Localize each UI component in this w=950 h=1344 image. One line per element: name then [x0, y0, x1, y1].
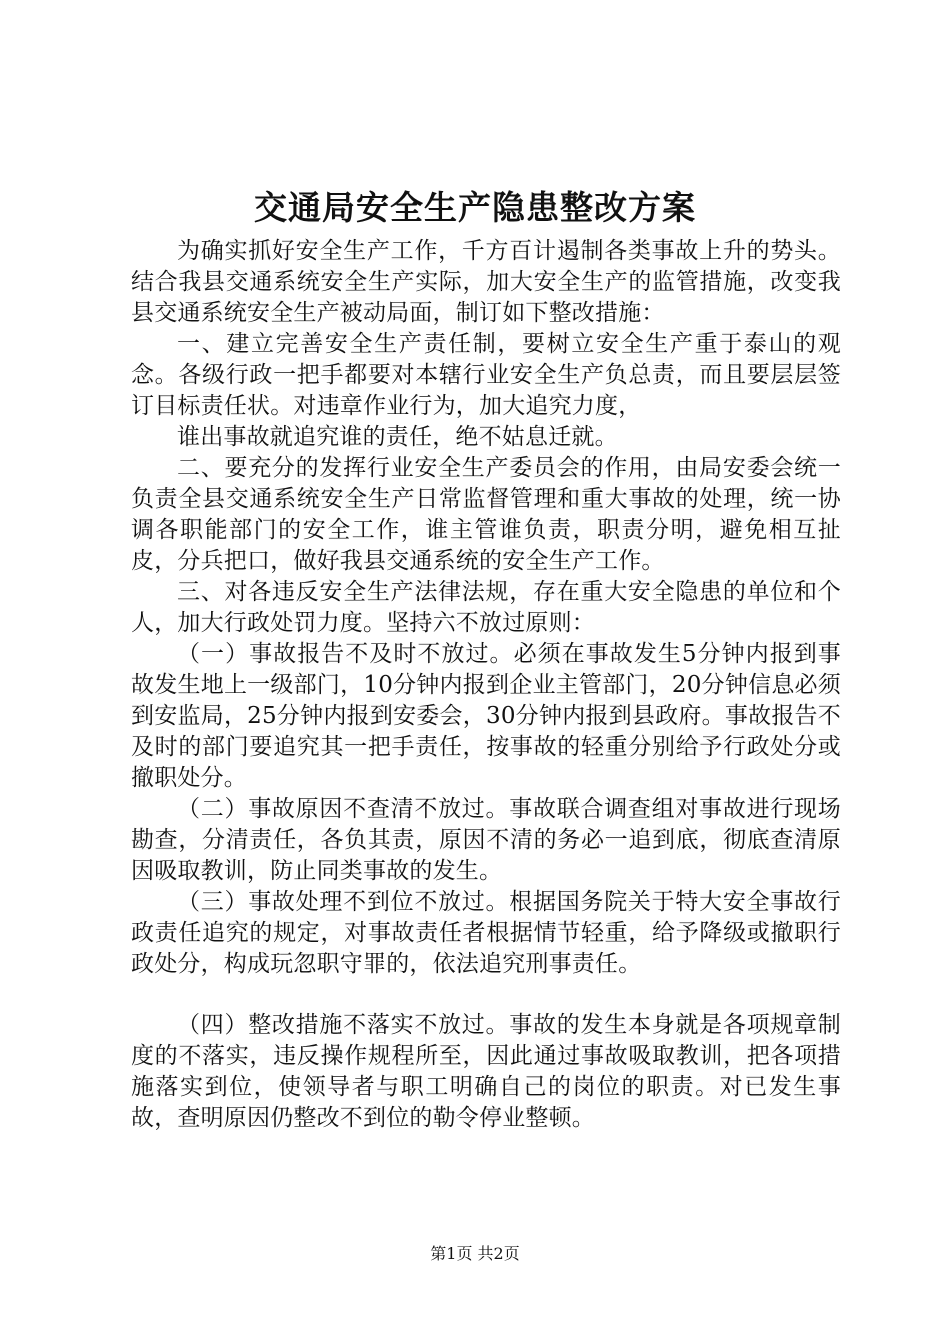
paragraph-sub-2: （二）事故原因不查清不放过。事故联合调查组对事故进行现场勘查，分清责任，各负其责，原因不清的务必一追到底，彻底查清原因吸取教训，防止同类事故的发生。: [131, 796, 841, 884]
paragraph-item-1-cont: 谁出事故就追究谁的责任，绝不姑息迁就。: [177, 424, 618, 450]
document-body: [131, 236, 841, 1134]
paragraph-item-2: 二、要充分的发挥行业安全生产委员会的作用，由局安委会统一负责全县交通系统安全生产日常监督管理和重大事故的处理，统一协调各职能部门的安全工作，谁主管谁负责，职责分明，避免相互扯皮，分兵把口，做好我县交通系统的安全生产工作。: [131, 455, 841, 574]
paragraph-intro: 为确实抓好安全生产工作，千方百计遏制各类事故上升的势头。结合我县交通系统安全生产实际，加大安全生产的监管措施，改变我县交通系统安全生产被动局面，制订如下整改措施：: [131, 238, 841, 326]
page-number-footer: 第1页 共2页: [430, 1244, 520, 1263]
paragraph-sub-3: （三）事故处理不到位不放过。根据国务院关于特大安全事故行政责任追究的规定，对事故责任者根据情节轻重，给予降级或撤职行政处分，构成玩忽职守罪的，依法追究刑事责任。: [131, 889, 841, 977]
paragraph-item-3: 三、对各违反安全生产法律法规，存在重大安全隐患的单位和个人，加大行政处罚力度。坚持六不放过原则：: [131, 579, 841, 636]
paragraph-item-1: 一、建立完善安全生产责任制，要树立安全生产重于泰山的观念。各级行政一把手都要对本辖行业安全生产负总责，而且要层层签订目标责任状。对违章作业行为，加大追究力度，: [131, 331, 841, 419]
paragraph-sub-1: （一）事故报告不及时不放过。必须在事故发生5分钟内报到事故发生地上一级部门，10分钟内报到企业主管部门，20分钟信息必须到安监局，25分钟内报到安委会，30分钟内报到县政府。事故报告不及时的部门要追究其一把手责任，按事故的轻重分别给予行政处分或撤职处分。: [131, 641, 841, 791]
paragraph-sub-4: （四）整改措施不落实不放过。事故的发生本身就是各项规章制度的不落实，违反操作规程所至，因此通过事故吸取教训，把各项措施落实到位，使领导者与职工明确自己的岗位的职责。对已发生事故，查明原因仍整改不到位的勒令停业整顿。: [131, 1012, 841, 1131]
document-title: 交通局安全生产隐患整改方案: [254, 188, 696, 227]
